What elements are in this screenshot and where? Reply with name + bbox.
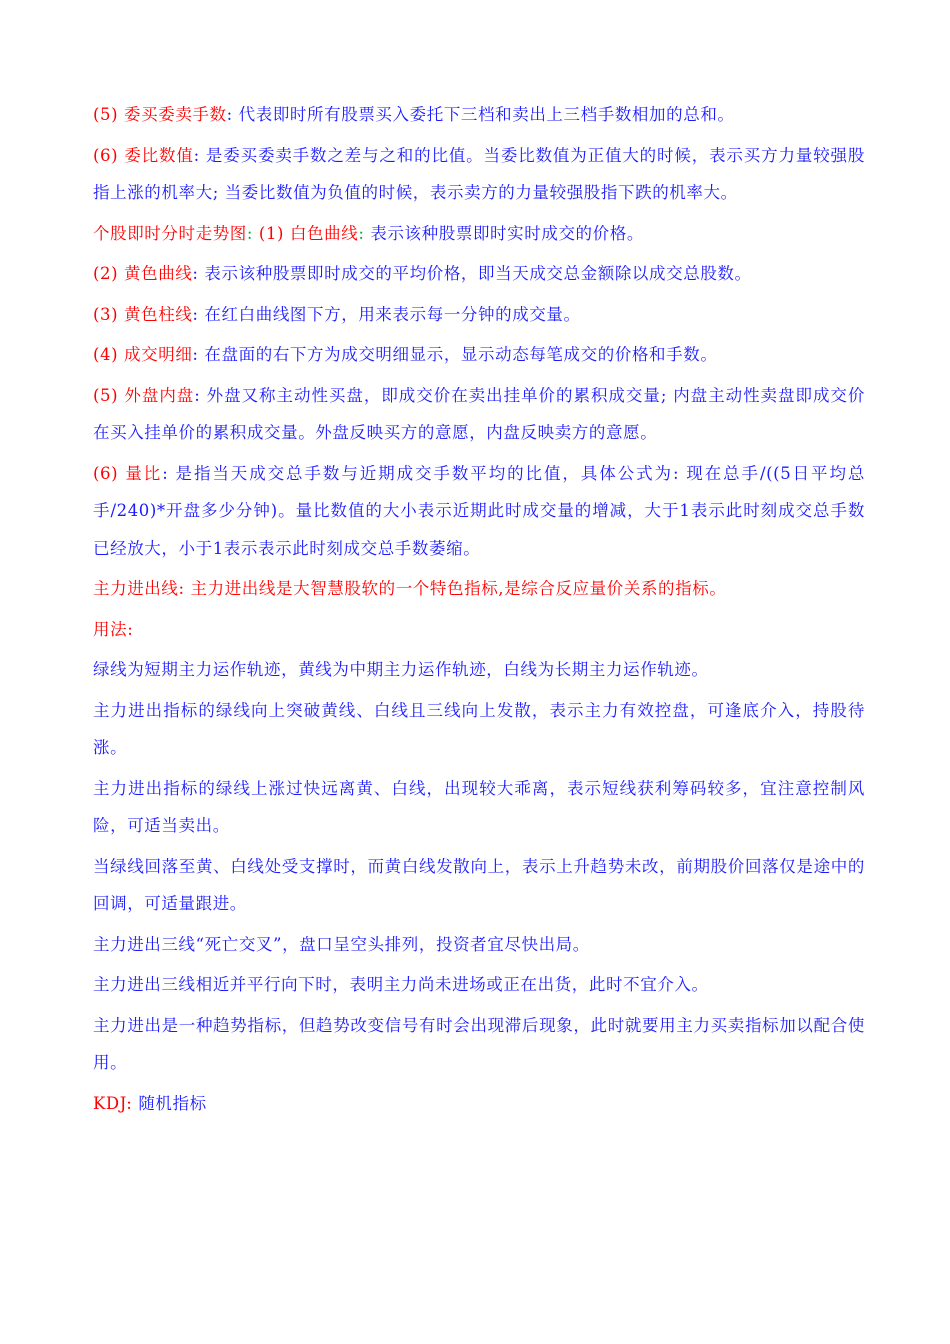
- paragraph-usage-1: [93, 651, 865, 689]
- paragraph-main-force-line: [93, 570, 865, 608]
- colon-mark: :: [358, 223, 365, 243]
- paragraph-outer-inner-market: [93, 377, 865, 452]
- definition-text: 随机指标: [138, 1093, 207, 1113]
- term-label: (6) 量比: [93, 463, 163, 483]
- term-label: (3) 黄色柱线: [93, 304, 193, 324]
- paragraph-volume-ratio: [93, 455, 865, 568]
- definition-text: : 在红白曲线图下方，用来表示每一分钟的成交量。: [192, 304, 581, 324]
- body-text: 主力进出三线相近并平行向下时，表明主力尚未进场或正在出货，此时不宜介入。: [93, 975, 709, 994]
- term-label: (5) 外盘内盘: [93, 385, 195, 405]
- section-heading: 主力进出线: 主力进出线是大智慧股软的一个特色指标,是综合反应量价关系的指标。: [93, 579, 727, 598]
- definition-text: : 代表即时所有股票买入委托下三档和卖出上三档手数相加的总和。: [226, 105, 735, 124]
- definition-text: : 表示该种股票即时成交的平均价格，即当天成交总金额除以成交总股数。: [192, 264, 752, 283]
- paragraph-usage-4: [93, 848, 865, 923]
- colon-mark: :: [246, 223, 254, 243]
- paragraph-usage-6: [93, 966, 865, 1004]
- term-label: (4) 成交明细: [93, 345, 193, 364]
- term-label: (2) 黄色曲线: [93, 264, 193, 283]
- paragraph-usage-7: [93, 1007, 865, 1082]
- paragraph-trade-details: [93, 336, 865, 374]
- paragraph-usage-2: [93, 692, 865, 767]
- paragraph-yellow-bars: [93, 296, 865, 334]
- usage-label: 用法:: [93, 619, 134, 639]
- definition-text: : 在盘面的右下方为成交明细显示，显示动态每笔成交的价格和手数。: [192, 345, 718, 364]
- body-text: 主力进出指标的绿线上涨过快远离黄、白线，出现较大乖离，表示短线获利筹码较多，宜注意控制风险，可适当卖出。: [93, 778, 865, 835]
- term-label: KDJ:: [93, 1093, 139, 1113]
- term-label: (1) 白色曲线: [253, 223, 359, 243]
- document-page: [93, 96, 865, 1125]
- paragraph-usage-5: [93, 926, 865, 964]
- definition-text: 表示该种股票即时实时成交的价格。: [364, 223, 644, 243]
- section-label: 个股即时分时走势图: [93, 223, 247, 243]
- body-text: 当绿线回落至黄、白线处受支撑时，而黄白线发散向上，表示上升趋势未改，前期股价回落仅是途中的回调，可适量跟进。: [93, 856, 865, 913]
- body-text: 主力进出是一种趋势指标，但趋势改变信号有时会出现滞后现象，此时就要用主力买卖指标加以配合使用。: [93, 1015, 865, 1072]
- paragraph-usage-heading: [93, 611, 865, 649]
- definition-text: : 是指当天成交总手数与近期成交手数平均的比值，具体公式为: 现在总手/((5日平均总手/240)*开盘多少分钟)。量比数值的大小表示近期此时成交量的增减，大于1表示此时刻成交总手数已经放大，小于1表示表示此时刻成交总手数萎缩。: [93, 463, 865, 558]
- paragraph-yellow-curve: [93, 255, 865, 293]
- paragraph-intraday-chart: [93, 215, 865, 253]
- definition-text: : 外盘又称主动性买盘，即成交价在卖出挂单价的累积成交量; 内盘主动性卖盘即成交价在买入挂单价的累积成交量。外盘反映买方的意愿，内盘反映卖方的意愿。: [93, 385, 865, 442]
- body-text: 绿线为短期主力运作轨迹，黄线为中期主力运作轨迹，白线为长期主力运作轨迹。: [93, 660, 709, 679]
- paragraph-bid-ratio: [93, 137, 865, 212]
- body-text: 主力进出指标的绿线向上突破黄线、白线且三线向上发散，表示主力有效控盘，可逢底介入，持股待涨。: [93, 700, 865, 757]
- definition-text: : 是委买委卖手数之差与之和的比值。当委比数值为正值大的时候，表示买方力量较强股指上涨的机率大; 当委比数值为负值的时候，表示卖方的力量较强股指下跌的机率大。: [93, 145, 865, 202]
- body-text: 主力进出三线“死亡交叉”，盘口呈空头排列，投资者宜尽快出局。: [93, 934, 590, 954]
- paragraph-kdj: [93, 1085, 865, 1123]
- paragraph-bid-ask-volume: [93, 96, 865, 134]
- term-label: (6) 委比数值: [93, 145, 194, 165]
- paragraph-usage-3: [93, 770, 865, 845]
- term-label: (5) 委买委卖手数: [93, 105, 227, 124]
